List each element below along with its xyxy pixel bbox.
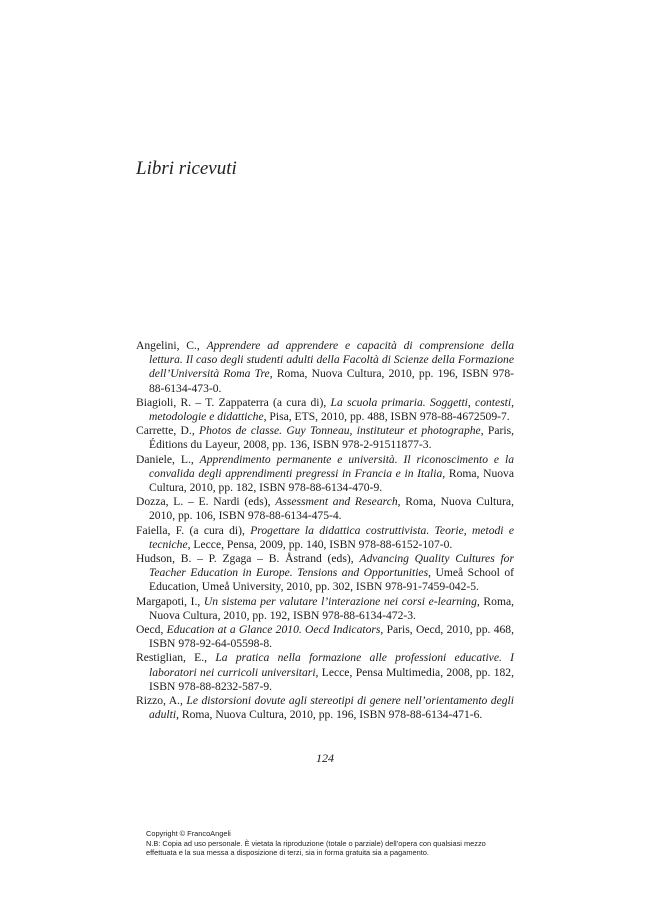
entry-author: Margapoti, I., [136, 594, 204, 608]
entry-details: , Roma, Nuova Cultura, 2010, pp. 106, ISBN 978-88-6134-475-4. [149, 495, 514, 523]
book-entry [136, 453, 514, 496]
entry-title: Photos de classe. Guy Tonneau, instituteur et photographe [199, 424, 481, 438]
section-title: Libri ricevuti [136, 158, 237, 179]
entry-title: Assessment and Research [275, 495, 398, 509]
entry-author: Rizzo, A., [136, 694, 187, 708]
entry-author: Oecd, [136, 623, 167, 637]
entry-author: Restiglian, E., [136, 651, 216, 665]
copyright-line: Copyright © FrancoAngeli [146, 829, 231, 838]
book-entry [136, 396, 514, 424]
entry-details: , Roma, Nuova Cultura, 2010, pp. 182, ISBN 978-88-6134-470-9. [149, 466, 514, 495]
entry-author: Carrette, D., [136, 424, 200, 438]
entry-title: Education at a Glance 2010. Oecd Indicators [166, 623, 381, 637]
book-entry [136, 623, 514, 651]
entry-author: Angelini, C., [136, 339, 207, 352]
book-entry [136, 339, 514, 396]
page-number: 124 [316, 751, 334, 765]
book-entry [136, 595, 514, 623]
book-entry [136, 694, 514, 722]
entry-details: , Paris, Éditions du Layeur, 2008, pp. 136, ISBN 978-2-91511877-3. [149, 424, 514, 452]
copyright-notice [146, 829, 566, 858]
entry-title: Progettare la didattica costruttivista. Teorie, metodi e tecniche [149, 523, 515, 551]
entry-title: Advancing Quality Cultures for Teacher Education in Europe. Tensions and Opportunities [149, 552, 514, 580]
entry-author: Biagioli, R. – T. Zappaterra (a cura di), [136, 395, 331, 409]
entry-details: , Roma, Nuova Cultura, 2010, pp. 192, ISBN 978-88-6134-472-3. [149, 594, 514, 622]
entry-details: , Roma, Nuova Cultura, 2010, pp. 196, ISBN 978-88-6134-473-0. [149, 367, 514, 395]
entry-author: Daniele, L., [136, 452, 200, 466]
entry-details: , Lecce, Pensa Multimedia, 2008, pp. 182, ISBN 978-88-8232-587-9. [149, 665, 514, 693]
entry-details: , Roma, Nuova Cultura, 2010, pp. 196, ISBN 978-88-6134-471-6. [176, 708, 483, 722]
entry-title: Le distorsioni dovute agli stereotipi di genere nell’orientamento degli adulti [149, 694, 514, 722]
book-entry [136, 524, 514, 552]
book-entry [136, 651, 514, 694]
entry-details: , Pisa, ETS, 2010, pp. 488, ISBN 978-88-4672509-7. [263, 410, 510, 424]
entry-details: , Lecce, Pensa, 2009, pp. 140, ISBN 978-88-6152-107-0. [187, 537, 453, 551]
book-entry [136, 552, 514, 595]
copyright-disclaimer-line: N.B: Copia ad uso personale. È vietata la riproduzione (totale o parziale) dell’opera con qualsiasi mezzo [146, 838, 486, 848]
book-list [136, 339, 514, 722]
entry-author: Dozza, L. – E. Nardi (eds), [136, 495, 276, 509]
entry-title: Apprendimento permanente e università. Il riconoscimento e la convalida degli apprendimenti pregressi in Francia e in Italia [149, 452, 515, 480]
entry-details: , Umeå School of Education, Umeå University, 2010, pp. 302, ISBN 978-91-7459-042-5. [149, 566, 514, 594]
book-entry [136, 424, 514, 452]
entry-title: Un sistema per valutare l’interazione nei corsi e-learning [203, 594, 477, 608]
entry-details: , Paris, Oecd, 2010, pp. 468, ISBN 978-92-64-05598-8. [149, 623, 514, 651]
entry-author: Faiella, F. (a cura di), [136, 523, 251, 537]
entry-author: Hudson, B. – P. Zgaga – B. Åstrand (eds), [136, 552, 360, 566]
book-entry [136, 495, 514, 523]
entry-title: Apprendere ad apprendere e capacità di comprensione della lettura. Il caso degli studenti adulti della Facoltà di Scienze della Formazione dell’Università Roma Tre [149, 339, 514, 381]
entry-title: La pratica nella formazione alle professioni educative. I laboratori nei curricoli universitari [149, 651, 514, 679]
copyright-disclaimer-line: effettuata e la sua messa a disposizione di terzi, sia in forma gratuita sia a pagamento. [146, 848, 429, 858]
entry-title: La scuola primaria. Soggetti, contesti, metodologie e didattiche [149, 395, 515, 424]
